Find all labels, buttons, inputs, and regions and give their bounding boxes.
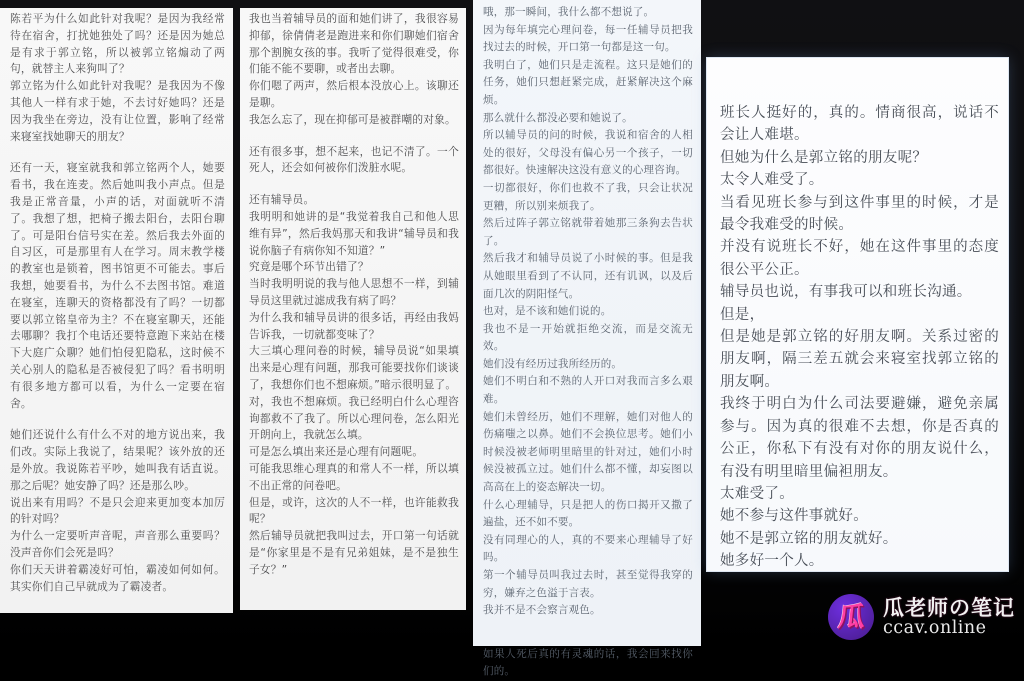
- paragraph: 她们没有经历过我所经历的。: [483, 357, 623, 370]
- watermark-logo: [828, 594, 874, 640]
- paragraph: 太令人难受了。: [720, 172, 824, 189]
- text-column-2: [240, 8, 466, 610]
- paragraph: 说出来有用吗？不是只会迎来更加变本加厉的针对吗？: [10, 495, 225, 526]
- paragraph: 第一个辅导员叫我过去时，甚至觉得我穿的穷，嫌弃之色溢于言表。: [483, 569, 693, 599]
- paragraph: 所以辅导员的问的时候，我说和宿舍的人相处的很好，父母没有偏心另一个孩子，一切都很好。快速解决这没有意义的心理咨询。: [483, 129, 693, 177]
- paragraph: 郭立铭为什么如此针对我呢？是我因为不像其他人一样有求于她，不去讨好她吗？还是因为我坐在旁边，没有让位置，影响了经常来寝室找她聊天的朋友？: [10, 79, 225, 143]
- melon-logo-icon: 瓜: [835, 601, 867, 633]
- paragraph: 我明明和她讲的是“我觉着我自己和他人思维有异”，然后我妈那天和我讲“辅导员和我说你脑子有病你知不知道？”: [249, 209, 459, 257]
- paragraph: 但是，: [720, 306, 765, 323]
- text-column-3: [473, 0, 701, 678]
- paragraph: 她多好一个人。: [720, 553, 824, 570]
- paragraph: 你们天天讲着霸凌好可怕，霸凌如何如何。其实你们自己早就成为了霸凌者。: [10, 562, 225, 593]
- paragraph-gap: [249, 129, 459, 144]
- paragraph: 但是，或许，这次的人不一样，也许能救我呢？: [249, 495, 459, 526]
- watermark-title: 瓜老师の笔记: [883, 595, 1015, 620]
- paragraph: 太难受了。: [720, 485, 794, 502]
- paragraph: 她们未曾经历，她们不理解，她们对他人的伤痛嗤之以鼻。她们不会换位思考。她们小时候没被老师明里暗里的针对过，她们小时候没被孤立过。她们什么都不懂，却妄图以高高在上的姿态解决一切。: [483, 410, 693, 494]
- paragraph: 我也不是一开始就拒绝交流，而是交流无效。: [483, 322, 693, 353]
- paragraph: 也对，是不该和她们说的。: [483, 305, 612, 318]
- paragraph: 可是怎么填出来还是心理有问题呢。: [249, 445, 424, 459]
- paragraph: 当看见班长参与到这件事里的时候，才是最令我难受的时候。: [720, 194, 999, 234]
- paragraph: 究竟是哪个环节出错了？: [249, 260, 369, 274]
- paragraph: 没有同理心的人，真的不要来心理辅导了好吗。: [483, 533, 693, 564]
- paragraph: 可能我思维心理真的和常人不一样，所以填不出正常的问卷吧。: [249, 461, 459, 492]
- paragraph: 我明白了，她们只是走流程。这只是她们的任务，她们只想赶紧完成，赶紧解决这个麻烦。: [483, 58, 693, 106]
- paragraph: 你们嗯了两声，然后根本没放心上。该聊还是聊。: [249, 79, 459, 109]
- paragraph: 我并不是不会察言观色。: [483, 604, 601, 617]
- paragraph: 那么就什么都没必要和她说了。: [483, 111, 633, 124]
- paragraph: 如果人死后真的有灵魂的话，我会回来找你们的。: [483, 647, 693, 678]
- paragraph: 大三填心理问卷的时候，辅导员说“如果填出来是心理有问题，那我可能要找你们谈谈了，我想你们也不想麻烦。”暗示很明显了。: [249, 344, 459, 391]
- paragraph-gap: [10, 412, 225, 427]
- paragraph: 陈若平为什么如此针对我呢？是因为我经常待在宿舍，打扰她独处了吗？还是因为她总是有求于郭立铭，所以被郭立铭煽动了两句，就替主人来狗叫了？: [10, 12, 225, 76]
- text-column-1: [0, 8, 233, 613]
- paragraph: 什么心理辅导，只是把人的伤口揭开又撒了遍盐，还不如不要。: [483, 498, 693, 529]
- paragraph: 当时我明明说的我与他人思想不一样，到辅导员这里就过滤成我有病了吗？: [249, 277, 459, 307]
- paragraph: 但她为什么是郭立铭的朋友呢？: [720, 149, 928, 166]
- watermark-url: ccav.online: [883, 617, 987, 638]
- paragraph: 为什么我和辅导员讲的很多话，再经由我妈告诉我，一切就都变味了？: [249, 310, 459, 341]
- paragraph: 我怎么忘了，现在抑郁可是被群嘲的对象。: [249, 112, 456, 126]
- paragraph: 为什么一定要听声音呢，声音那么重要吗？没声音你们会死是吗？: [10, 529, 225, 559]
- watermark-text: [883, 597, 1015, 638]
- paragraph: 她们不明白和不熟的人开口对我而言多么艰难。: [483, 375, 693, 406]
- paragraph: 还有一天，寝室就我和郭立铭两个人，她要看书，我在连麦。然后她叫我小声点。但是我是正常音量，小声的话，对面就听不清了。我想了想，把椅子搬去阳台，去阳台聊了。可是阳台信号实在差。然后我去外面的自习区，可是那里有人在学习。周末教学楼的教室也是锁着，图书馆更不可能去。事后我想，她要看书，为什么不去图书馆。难道在寝室，连聊天的资格都没有了吗？一切都要以郭立铭皇帝为主？不在寝室聊天，还能去哪聊？我打个电话还要特意跑下来站在楼下大庭广众聊？她们怕侵犯隐私，这时候不关心别人的隐私是否被侵犯了吗？看书明明有很多地方都可以看，为什么一定要在宿舍。: [10, 161, 225, 410]
- paragraph: 哦，那一瞬间，我什么都不想说了。: [483, 6, 655, 18]
- paragraph: 班长人挺好的，真的。情商很高，说话不会让人难堪。: [720, 105, 999, 144]
- watermark: [828, 594, 1015, 640]
- paragraph: 然后辅导员就把我叫过去，开口第一句话就是“你家里是不是有兄弟姐妹，是不是独生子女？”: [249, 529, 459, 576]
- paragraph: 对，我也不想麻烦。我已经明白什么心理咨询都救不了我了。所以心理问卷，怎么阳光开朗向上，我就怎么填。: [249, 394, 459, 442]
- paragraph: 还有辅导员。: [249, 193, 315, 207]
- paragraph-gap: [249, 177, 459, 192]
- paragraph: 我终于明白为什么司法要避嫌，避免亲属参与。因为真的很难不去想，你是否真的公正，你私下有没有对你的朋友说什么，有没有明里暗里偏袒朋友。: [720, 396, 999, 480]
- paragraph: 因为每年填完心理问卷，每一任辅导员把我找过去的时候，开口第一句都是这一句。: [483, 23, 693, 54]
- paragraph: 然后我才和辅导员说了小时候的事。但是我从她眼里看到了不认同，还有讥讽，以及后面几次的阴阳怪气。: [483, 252, 693, 300]
- paragraph: 一切都很好，你们也救不了我，只会让状况更糟，所以别来烦我了。: [483, 181, 693, 212]
- paragraph: 还有很多事，想不起来，也记不清了。一个死人，还会如何被你们泼脏水呢。: [249, 144, 459, 175]
- paragraph: 我也当着辅导员的面和她们讲了，我很容易抑郁，徐倩倩老是跑进来和你们聊她们宿舍那个割腕女孩的事。我听了觉得很难受，你们能不能不要聊，或者出去聊。: [249, 12, 459, 76]
- paragraph: 她不参与这件事就好。: [720, 508, 868, 525]
- paragraph-gap: [10, 145, 225, 160]
- highlight-panel: [707, 58, 1008, 571]
- paragraph: 但是她是郭立铭的好朋友啊。关系过密的朋友啊，隔三差五就会来寝室找郭立铭的朋友啊。: [720, 329, 999, 390]
- paragraph: 她不是郭立铭的朋友就好。: [720, 530, 898, 547]
- paragraph-gap: [483, 620, 693, 646]
- paragraph: 她们还说什么有什么不对的地方说出来，我们改。实际上我说了，结果呢？该外放的还是外放。我说陈若平吵，她叫我有话直说。那之后呢？她安静了吗？还是那么吵。: [10, 428, 225, 492]
- paragraph: 辅导员也说，有事我可以和班长沟通。: [720, 284, 972, 301]
- paragraph: 并没有说班长不好，她在这件事里的态度很公平公正。: [720, 239, 999, 278]
- paragraph: 然后过阵子郭立铭就带着她那三条狗去告状了。: [483, 217, 693, 247]
